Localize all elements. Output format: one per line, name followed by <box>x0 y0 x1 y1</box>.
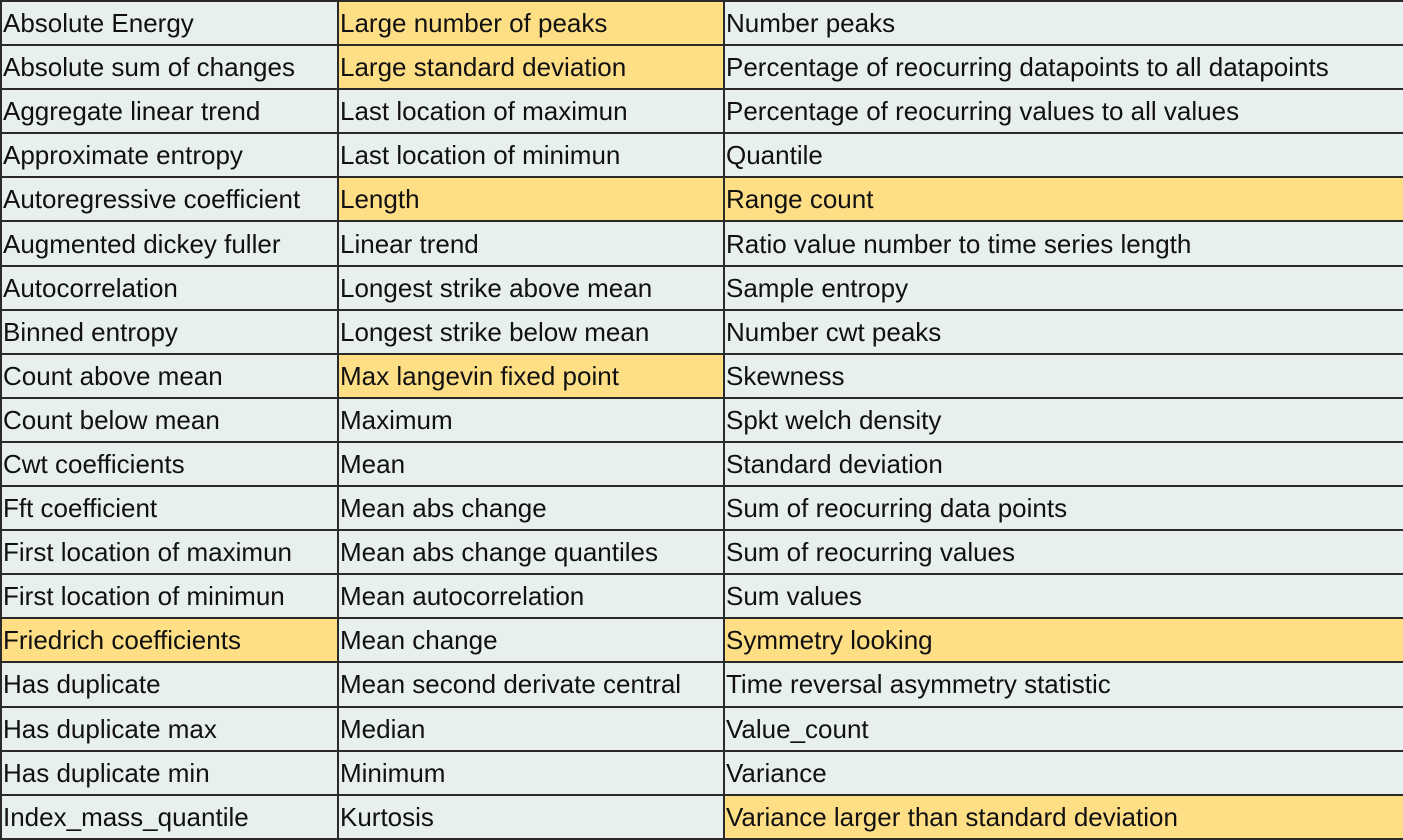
table-row <box>1 310 1403 354</box>
table-cell: Has duplicate max <box>1 707 338 751</box>
table-row <box>1 221 1403 265</box>
table-cell: Minimum <box>338 751 724 795</box>
table-row <box>1 795 1403 839</box>
table-cell: Linear trend <box>338 221 724 265</box>
table-cell: Variance larger than standard deviation <box>724 795 1403 839</box>
table-cell: Value_count <box>724 707 1403 751</box>
table-cell: Sum values <box>724 574 1403 618</box>
table-cell: Percentage of reocurring values to all values <box>724 89 1403 133</box>
table-cell: Number peaks <box>724 1 1403 45</box>
table-cell: Mean change <box>338 618 724 662</box>
table-cell: Median <box>338 707 724 751</box>
table-row <box>1 707 1403 751</box>
table-row <box>1 89 1403 133</box>
table-cell: Maximum <box>338 398 724 442</box>
feature-table-body <box>1 1 1403 839</box>
table-cell: Aggregate linear trend <box>1 89 338 133</box>
table-cell: Fft coefficient <box>1 486 338 530</box>
table-cell: First location of minimun <box>1 574 338 618</box>
table-row <box>1 354 1403 398</box>
table-cell: Spkt welch density <box>724 398 1403 442</box>
table-cell: Friedrich coefficients <box>1 618 338 662</box>
table-row <box>1 133 1403 177</box>
table-cell: First location of maximun <box>1 530 338 574</box>
table-row <box>1 662 1403 706</box>
table-cell: Time reversal asymmetry statistic <box>724 662 1403 706</box>
table-cell: Absolute Energy <box>1 1 338 45</box>
table-row <box>1 530 1403 574</box>
table-cell: Autoregressive coefficient <box>1 177 338 221</box>
table-cell: Number cwt peaks <box>724 310 1403 354</box>
table-cell: Index_mass_quantile <box>1 795 338 839</box>
table-cell: Binned entropy <box>1 310 338 354</box>
table-cell: Mean second derivate central <box>338 662 724 706</box>
table-cell: Longest strike above mean <box>338 266 724 310</box>
table-row <box>1 486 1403 530</box>
table-row <box>1 266 1403 310</box>
table-cell: Approximate entropy <box>1 133 338 177</box>
table-row <box>1 398 1403 442</box>
table-cell: Ratio value number to time series length <box>724 221 1403 265</box>
table-cell: Last location of maximun <box>338 89 724 133</box>
table-cell: Count below mean <box>1 398 338 442</box>
table-cell: Longest strike below mean <box>338 310 724 354</box>
table-cell: Cwt coefficients <box>1 442 338 486</box>
table-row <box>1 574 1403 618</box>
table-row <box>1 751 1403 795</box>
table-cell: Has duplicate min <box>1 751 338 795</box>
table-cell: Skewness <box>724 354 1403 398</box>
table-row <box>1 442 1403 486</box>
table-cell: Last location of minimun <box>338 133 724 177</box>
table-cell: Autocorrelation <box>1 266 338 310</box>
table-cell: Sum of reocurring values <box>724 530 1403 574</box>
table-cell: Length <box>338 177 724 221</box>
table-cell: Range count <box>724 177 1403 221</box>
table-row <box>1 177 1403 221</box>
table-cell: Standard deviation <box>724 442 1403 486</box>
table-cell: Mean <box>338 442 724 486</box>
table-cell: Max langevin fixed point <box>338 354 724 398</box>
table-cell: Sum of reocurring data points <box>724 486 1403 530</box>
table-row <box>1 1 1403 45</box>
table-cell: Augmented dickey fuller <box>1 221 338 265</box>
table-row <box>1 618 1403 662</box>
table-cell: Quantile <box>724 133 1403 177</box>
table-cell: Mean abs change <box>338 486 724 530</box>
table-cell: Count above mean <box>1 354 338 398</box>
table-cell: Percentage of reocurring datapoints to all datapoints <box>724 45 1403 89</box>
table-row <box>1 45 1403 89</box>
table-cell: Large number of peaks <box>338 1 724 45</box>
table-cell: Mean abs change quantiles <box>338 530 724 574</box>
table-cell: Has duplicate <box>1 662 338 706</box>
table-cell: Absolute sum of changes <box>1 45 338 89</box>
table-cell: Large standard deviation <box>338 45 724 89</box>
table-cell: Variance <box>724 751 1403 795</box>
table-cell: Symmetry looking <box>724 618 1403 662</box>
table-cell: Kurtosis <box>338 795 724 839</box>
table-cell: Mean autocorrelation <box>338 574 724 618</box>
table-cell: Sample entropy <box>724 266 1403 310</box>
